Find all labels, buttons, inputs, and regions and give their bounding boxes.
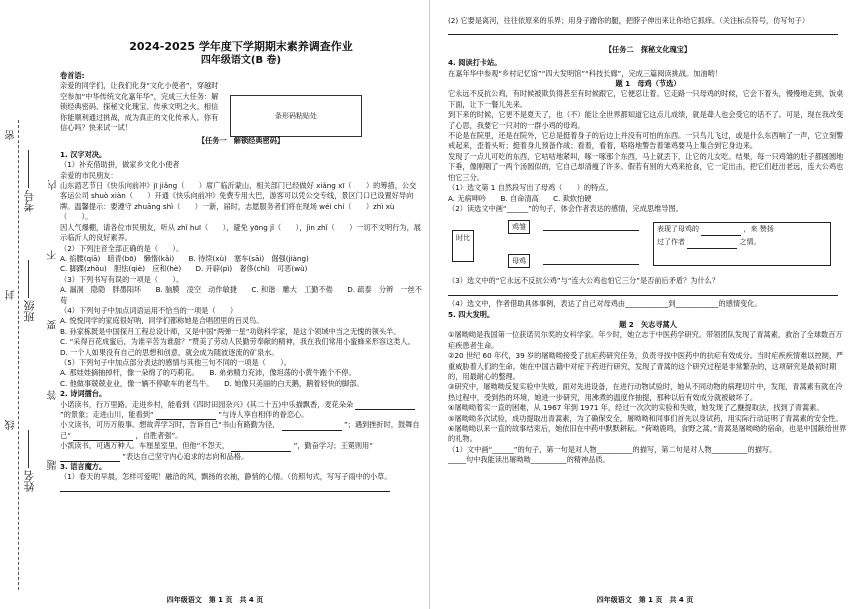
reading-1-para-1: 它永远不反抗公鸡，有时候被欺负得甚至有时候跟它，它便忍让着。它走路一只母鸡的时候，它会下着头，慢慢地走到，饭桌下面，让下一餐儿先来。 [448,89,844,109]
mind-map-blank-1[interactable] [543,220,639,231]
reading-q1-prompt[interactable]: （1）选文第 1 自然段写出了母鸡（ ）的特点。 [448,183,613,193]
q1-paragraph-1[interactable]: 山东諮艺节日《快乐向前冲》jī jiǎng（ ）席广临沂蒙山，相关部门已经做好 xiǎng xī（ ）的筹措，公交客运公司 shuò xiàn（ ）开通《快乐向前冲》免费专用大巴，游客可以凭公交专线，景区门口已设置好导向牌。温馨提示：要遵守 zhuāng shì（ ）一新，届时，志愿服务者们将在现场 wéi chí（ ）zhì xù（ ）。 [60,181,417,222]
q3-options: A. 漏洞 隐隐 胖墨阳坏 B. 脑膜 凌空 动作敏捷 C. 和谐 雕大 工勤不倦 D. 疏泰 分辨 一丝不苟 [60,285,422,305]
reading-q3-answer-line[interactable] [448,287,838,296]
barcode-area: 条形码粘贴处 [230,95,362,137]
spine-warn-6: 内 [48,180,59,190]
left-content [60,40,422,495]
spine-id-label: 考号 [23,190,36,212]
id-field[interactable] [28,150,43,188]
q1-paragraph-2[interactable]: 因人气爆棚，请各位市民朋友，听从 zhǐ huī（ ），避免 yōng jǐ（ ），jìn zhǐ（ ）一切不文明行为，展示临沂人的良好素养。 [60,222,421,243]
right-footer: 四年级语文 第 1 页 共 4 页 [596,596,694,604]
mind-map [448,216,848,274]
section-4-heading: 4. 阅读打卡站。 [448,58,502,68]
reading-2-title: 题 2 矢志寻蒿人 [619,319,677,329]
q1-prompt: （1）补充借助拼，做家乡文化小使者 [60,160,180,170]
mind-map-output [653,222,831,266]
section-2-heading: 2. 诗词擂台。 [60,389,107,399]
reading-1-para-2: 到下来的时候，它更不是夏天了，也（不）能让全世界都知道它这点儿成绩，就是聋人也会受它的话不了。可是，现在我改变了心思，我要它一只对的一群小鸡的母鸡。 [448,110,844,130]
class-field[interactable] [28,260,43,298]
q3-prompt[interactable]: （3）下列书写有误的一项是（ ）。 [60,274,184,284]
reading-2-q1-prompt[interactable]: （1）文中画“______”的句子，第一句是对人物__________的描写，第二句是对人物__________的描写。 [448,444,777,454]
poem-line-2b: ”；遇到挫折时，鼓舞自己“ [60,420,420,440]
reading-2-para-1: ①屠呦呦是我国第一位获诺贝尔奖的女科学家。年少时，她立志于中医药学研究。带领团队发现了青蒿素，救治了全球数百万疟疾患者生命。 [448,330,843,350]
mind-map-output-5: 之情。 [739,238,761,247]
poem-blank-4[interactable] [73,432,133,441]
poem-blank-3[interactable] [282,422,342,431]
poem-line-3c: ”表达自己坚守内心追求的志向和品格。 [122,451,249,461]
reading-q1-options: A. 无病呻吟 B. 自命清高 C. 欺软怕硬 [448,193,592,203]
q2-options: A. 掐腰(qiā) 暗青(bō) 懒惰(kǎi) B. 待续(xù) 塞车(sāi) 倔强(jiàng) C. 脚踝(zhǒu) 胆怯(qiè) 应和(hè) D. 开辟(pì) 奢侈(chǐ) 可恶(wù) [60,253,309,274]
spine-warn-9: 答 [48,390,59,400]
spine-label-seal: 密 [6,130,17,140]
mind-map-output-4: 过了作者 [657,238,685,247]
reading-2-para-4: ④屠呦呦着实一直的困难，从 1967 年到 1971 年，经过一次次的实验和失败，她发现了乙醚提取法，找到了青蒿素。 [448,403,824,413]
poem-line-2: 小文读书，可历万般事。想故弄学习时，告诉自己“书山有路勤为径， [60,420,280,430]
spine-class-label: 班级 [23,300,36,322]
q4-option-d: D. 一个人如果没有自己的思想和创意，就会成为随波逐流的矿泉水。 [60,347,279,357]
q5-prompt[interactable]: （5）下列句子中加点部分表达的感情与其他三句不同的一项是（ ）。 [60,357,291,367]
mind-map-output-2: ，来 [743,225,758,234]
poem-line-1c: ”与诗人享自相伴的眷恋心。 [218,410,309,419]
reading-1-para-3: 不论是在院里，还是在院外，它总是挺着身子的后边上并没有可怕的东西。一只鸟儿飞过，或是什么东西响了一声，它立刻警戒起来，歪着头听；挺着身儿预备作战；看着，看着，咯咯地警告着雏鸡要马上集合到它身边来。 [448,131,844,151]
q3-1-prompt: （1）春天的早晨，怎样可爱呢！融洽的风，飘扬的衣袖，静悄的心情。（仿照句式，写写子雨中的小草。 [60,472,392,482]
q4-option-b: B. 孙家栋既是中国探月工程总设计师，又是中国“两弹一星”功勋科学家，是这个领域中当之无愧的领头羊。 [60,326,401,336]
poem-blank-6[interactable] [60,453,120,462]
reading-2-para-2: ②20 世纪 60 年代，39 岁的屠呦呦接受了抗疟药研究任务，负责寻找中医药中的抗疟有效成分。当时疟疾疾情难以控制，严重威胁着人们的生命。她在中国古籍中对症下药进行研究，发现了青蒿的这个研究过程是非常繁杂的，这项研究是最初时期的，用最耐心的整理。 [448,351,844,381]
spine-name-label: 姓名 [23,470,36,492]
spine-label-fold: 封 [6,290,17,300]
left-footer: 四年级语文 第 1 页 共 4 页 [166,596,264,604]
section-1-heading: 1. 汉字对决。 [60,149,107,159]
mind-map-blank-3[interactable] [701,227,741,236]
poem-blank-2[interactable] [156,411,216,420]
mind-map-node-chicks: 鸡雏 [508,220,530,234]
poem-blank-5[interactable] [231,443,291,452]
reading-q2-prompt: （2）读选文中画“______”的句子，体会作者表达的感情，完成思维导图。 [448,203,683,213]
intro-text: 亲爱的同学们，让我们化身“文化小使者”，穿越时空参加“中华传统文化嘉年华”，完成三大任务：解锁经典密码、探秘文化瑰宝、传承文明之火。相信你能顺利通过挑战，成为真正的文化传承人。你有信心吗？快来试一试！ [60,81,219,133]
mind-map-blank-4[interactable] [687,240,737,249]
q4-option-c: C. “采得百花成蜜后，为谁辛苦为谁甜？”赞美了劳动人民勤劳奉献的精神，我在我们常用小蜜蜂来形容这类人。 [60,337,415,347]
q3-2-answer-line[interactable] [448,26,838,35]
section-4-intro: 在嘉年华中参观“乡村记忆馆”“四大发明馆”“科技长廊”，完成三篇阅读挑战。加油哟！ [448,68,722,78]
poem-line-1b: ”的景象；走进山川，能看到“ [60,410,154,419]
reading-2-para-5: ⑤屠呦呦多次试验，成功提取出青蒿素，为了确保安全，屠呦呦和同事们首先以身试药，用实际行动证明了青蒿素的安全性。 [448,413,843,423]
task-2-heading: 【任务二 探秘文化瑰宝】 [604,44,692,54]
poem-line-3b: ”，勤奋学习；王冕则用“ [293,441,373,451]
seal-line [18,120,20,590]
reading-2-para-6: ⑥屠呦呦以来一直的故事结束后，她依旧在中药中默默耕耘。“荷呦鹿鸣，食野之蒿。”青蒿是屠呦呦的宿命，也是中国献给世界的礼物。 [448,424,847,444]
mind-map-output-3: 赞扬 [759,225,774,234]
section-5-heading: 5. 四大发明。 [448,309,495,319]
reading-q3-prompt: （3）选文中的“它永远不反抗公鸡”与“连大公鸡也怕它三分”是否前后矛盾？为什么？ [448,276,720,286]
q3-2-prompt: (2) 它要是离河，往往依原来的乐界；用身子蹭你的腿，把脖子伸出来让你给它抓痒。（关注标点符号，仿写句子） [448,16,810,25]
spine-warn-8: 要 [48,320,59,330]
spine-label-line: 线 [6,420,17,430]
poem-line-3: 小凯读书，可遇万种人。车厘星室里，但他“不怨天， [60,441,230,451]
reading-q4-prompt[interactable]: （4）选文中，作者借助具体事例，表达了自己对母鸡由____________到____________的感情变化。 [448,299,762,309]
reading-1-para-4: 发现了一点儿可吃的东西，它咕咕地紧叫，啄一啄那个东西，马上就丢下，让它的儿女吃。结果，每一只鸡雏的肚子都圆圆地下垂，像刚咽了一两个汤圆似的，它自己却清瘦了许多。假若有别的大鸡来抢食，它一定出击，把它们赶出老远，连大公鸡也怕它三分。 [448,151,844,182]
q4-prompt[interactable]: （4）下列句子中加点词语运用不恰当的一项是（ ） [60,305,238,315]
q3-1-answer-line[interactable] [60,483,390,492]
reading-2-q1-prompt-b[interactable]: _____句中我能读出屠呦呦__________的精神品质。 [448,455,610,465]
reading-2-para-3: ③研究中，屠呦呦反复实验中失败，面对先进设备，在进行动物试验时，她从不同动物的病理切片中，发现，青蒿素有就在冷热过程中，受到热的环境，她进一步研究，用沸煮的温度作抽提，那种以后有效成分就被破坏了。 [448,382,843,402]
mind-map-output-1: 表现了母鸡的 [657,225,699,234]
q4-option-a: A. 悦悦同学的家庭很好呐，同学们都称她是合唱团里的百灵鸟。 [60,316,264,326]
mind-map-node-hen: 母鸡 [508,254,530,268]
section-3-heading: 3. 语言魔方。 [60,462,107,472]
reading-1-title: 题 1 母鸡（节选） [615,79,681,89]
poem-blank-1[interactable] [355,401,415,410]
exam-subtitle: 四年级语文(B 卷) [200,55,282,66]
name-field[interactable] [28,430,43,468]
poem-line-2c: ，自胜者强”。 [135,430,183,440]
intro-heading: 卷首语: [60,71,85,80]
q2-prompt[interactable]: （2）下列注音全部正确的是（ ）。 [60,243,184,253]
right-content [448,16,848,466]
spine-warn-10: 题 [48,460,59,470]
poem-line-1: 小诺读书，行万里路。走进乡村，能看到《四时田园杂兴》(其二十五)中乐描飘香，麦花朵朵 [60,399,354,409]
q1-greeting: 亲爱的市民朋友： [60,170,118,180]
spine-warn-7: 不 [48,250,59,260]
mind-map-blank-2[interactable] [543,254,639,265]
task-1-heading: 【任务一 解锁经典密码】 [197,136,285,146]
exam-title: 2024-2025 学年度下学期期末素养调查作业 [129,40,353,53]
mind-map-root: 时比 [452,230,474,262]
right-page [430,0,860,609]
q5-options: A. 那娃娃摘抽掉杆，像一朵绵了的巧莉花。 B. 弟弟精力充沛，像坦荡的小黄牛跑个不停。 C. 他做事兢兢业业，像一辆不停歇车的老鸟牛。 D. 她像只美丽的白天鹅，鹅着轻快的脚部。 [60,368,364,388]
